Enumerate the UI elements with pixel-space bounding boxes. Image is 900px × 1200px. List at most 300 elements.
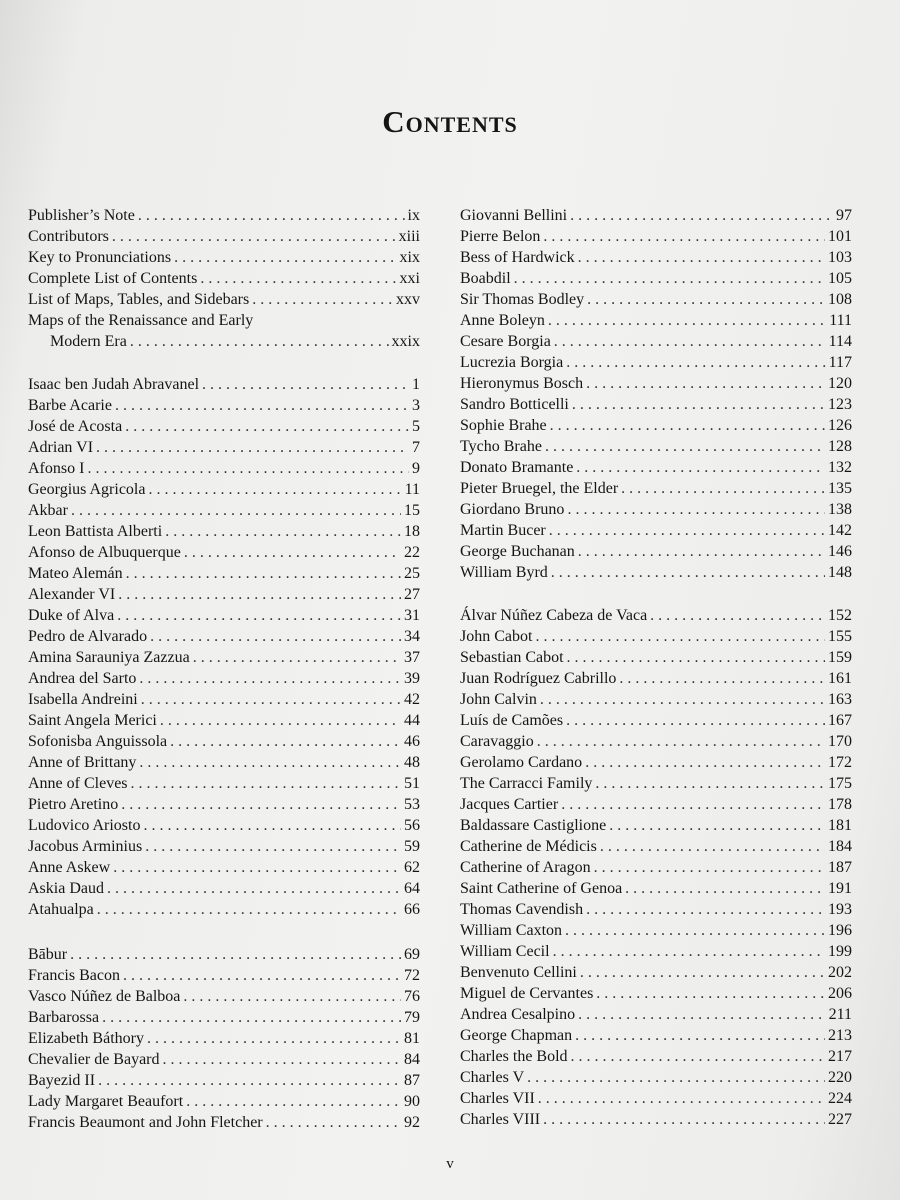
entry-page-number: 213 xyxy=(828,1027,852,1044)
toc-entry[interactable] xyxy=(28,1007,420,1028)
entry-page-number: 9 xyxy=(412,460,420,477)
entry-name: Isaac ben Judah Abravanel xyxy=(28,376,200,393)
entry-page-number: 128 xyxy=(828,438,852,455)
dot-leader xyxy=(131,773,401,794)
entry-name: Afonso I xyxy=(28,460,85,477)
entry-page-number: 62 xyxy=(404,859,420,876)
toc-entry[interactable] xyxy=(28,289,420,310)
entry-page-number: 202 xyxy=(828,964,852,981)
entry-page-number: 178 xyxy=(828,796,852,813)
entry-name: Sandro Botticelli xyxy=(460,396,569,413)
entry-name: Alexander VI xyxy=(28,586,116,603)
toc-entry[interactable] xyxy=(460,794,852,815)
toc-entry[interactable] xyxy=(28,542,420,563)
page-folio: v xyxy=(446,1156,454,1172)
toc-entry[interactable] xyxy=(460,626,852,647)
toc-entry-maps-line1[interactable] xyxy=(28,310,420,331)
entry-page-number: 211 xyxy=(828,1006,852,1023)
toc-entry[interactable] xyxy=(460,331,852,352)
entry-name: Duke of Alva xyxy=(28,607,115,624)
entry-name: Anne Askew xyxy=(28,859,111,876)
entry-name: Key to Pronunciations xyxy=(28,249,172,266)
entry-name: Bess of Hardwick xyxy=(460,249,575,266)
entry-name: Juan Rodríguez Cabrillo xyxy=(460,670,617,687)
toc-entry[interactable] xyxy=(460,899,852,920)
dot-leader xyxy=(550,415,825,436)
entry-page-number: 120 xyxy=(828,375,852,392)
toc-entry[interactable] xyxy=(28,626,420,647)
entry-name: Saint Angela Merici xyxy=(28,712,157,729)
toc-entry[interactable] xyxy=(28,878,420,899)
entry-name: Anne of Brittany xyxy=(28,754,137,771)
entry-page-number: 148 xyxy=(828,564,852,581)
entry-page-number: 27 xyxy=(404,586,420,603)
toc-entry[interactable] xyxy=(28,437,420,458)
toc-entry[interactable] xyxy=(460,1088,852,1109)
entry-page-number: 31 xyxy=(404,607,420,624)
toc-entry[interactable] xyxy=(460,1025,852,1046)
toc-entry[interactable] xyxy=(28,416,420,437)
entry-name: Atahualpa xyxy=(28,901,94,918)
toc-entry[interactable] xyxy=(460,1046,852,1067)
entry-page-number: 97 xyxy=(836,207,852,224)
entry-name: José de Acosta xyxy=(28,418,123,435)
entry-name: Pierre Belon xyxy=(460,228,541,245)
entry-name: Sebastian Cabot xyxy=(460,649,564,666)
entry-name: Thomas Cavendish xyxy=(460,901,584,918)
dot-leader xyxy=(586,373,825,394)
toc-entry[interactable] xyxy=(460,394,852,415)
entry-page-number: 163 xyxy=(828,691,852,708)
entry-name: Amina Sarauniya Zazzua xyxy=(28,649,190,666)
toc-entry[interactable] xyxy=(460,268,852,289)
dot-leader xyxy=(143,815,401,836)
dot-leader xyxy=(112,226,396,247)
toc-entry[interactable] xyxy=(28,226,420,247)
toc-entry[interactable] xyxy=(460,1004,852,1025)
toc-entry[interactable] xyxy=(460,878,852,899)
toc-entry[interactable] xyxy=(460,752,852,773)
toc-entry[interactable] xyxy=(460,836,852,857)
toc-entry[interactable] xyxy=(460,541,852,562)
dot-leader xyxy=(543,1109,825,1130)
entry-page-number: 123 xyxy=(828,396,852,413)
entry-page-number: 111 xyxy=(829,312,852,329)
toc-entry[interactable] xyxy=(28,500,420,521)
dot-leader xyxy=(538,1088,825,1109)
entry-page-number: 51 xyxy=(404,775,420,792)
toc-entry[interactable] xyxy=(460,436,852,457)
dot-leader xyxy=(567,499,825,520)
dot-leader xyxy=(145,836,401,857)
entry-name: Saint Catherine of Genoa xyxy=(460,880,623,897)
toc-entry[interactable] xyxy=(460,310,852,331)
dot-leader xyxy=(514,268,825,289)
dot-leader xyxy=(567,647,825,668)
entries-a-list xyxy=(28,374,420,920)
dot-leader xyxy=(123,965,401,986)
entry-page-number: 217 xyxy=(828,1048,852,1065)
entry-name: Sophie Brahe xyxy=(460,417,547,434)
dot-leader xyxy=(543,226,825,247)
entry-page-number: 172 xyxy=(828,754,852,771)
entry-name: Vasco Núñez de Balboa xyxy=(28,988,181,1005)
entry-name: Luís de Camões xyxy=(460,712,564,729)
entry-name: George Buchanan xyxy=(460,543,575,560)
dot-leader xyxy=(71,500,401,521)
toc-entry[interactable] xyxy=(460,647,852,668)
entry-page-number: 227 xyxy=(828,1111,852,1128)
dot-leader xyxy=(117,605,401,626)
dot-leader xyxy=(619,668,825,689)
entry-page-number: 161 xyxy=(828,670,852,687)
toc-entry[interactable] xyxy=(28,605,420,626)
entry-name: John Calvin xyxy=(460,691,537,708)
entry-page-number: 184 xyxy=(828,838,852,855)
toc-entry[interactable] xyxy=(460,920,852,941)
dot-leader xyxy=(527,1067,825,1088)
entry-name: Lady Margaret Beaufort xyxy=(28,1093,184,1110)
page-title: Contents xyxy=(382,104,518,139)
toc-entry-maps-line2[interactable] xyxy=(28,331,420,352)
toc-entry[interactable] xyxy=(460,773,852,794)
entry-name: William Cecil xyxy=(460,943,550,960)
toc-entry[interactable] xyxy=(460,499,852,520)
entry-page-number: xxix xyxy=(391,333,420,350)
entry-page-number: 79 xyxy=(404,1009,420,1026)
dot-leader xyxy=(595,773,825,794)
entry-page-number: 135 xyxy=(828,480,852,497)
entry-page-number: 64 xyxy=(404,880,420,897)
toc-entry[interactable] xyxy=(460,457,852,478)
entry-page-number: 175 xyxy=(828,775,852,792)
entry-page-number: 152 xyxy=(828,607,852,624)
toc-entry[interactable] xyxy=(28,395,420,416)
toc-entry[interactable] xyxy=(28,268,420,289)
entry-name: Giordano Bruno xyxy=(460,501,565,518)
toc-entry[interactable] xyxy=(28,689,420,710)
entry-name: Benvenuto Cellini xyxy=(460,964,577,981)
entry-name: List of Maps, Tables, and Sidebars xyxy=(28,291,250,308)
toc-entry[interactable] xyxy=(460,520,852,541)
dot-leader xyxy=(113,857,401,878)
toc-entry[interactable] xyxy=(28,563,420,584)
entry-name: Francis Bacon xyxy=(28,967,120,984)
toc-entry[interactable] xyxy=(460,478,852,499)
toc-entry[interactable] xyxy=(460,710,852,731)
toc-entry[interactable] xyxy=(28,584,420,605)
toc-entry[interactable] xyxy=(460,731,852,752)
entry-page-number: 15 xyxy=(404,502,420,519)
entry-name: Lucrezia Borgia xyxy=(460,354,564,371)
entry-page-number: 181 xyxy=(828,817,852,834)
toc-entry[interactable] xyxy=(28,647,420,668)
entry-page-number: 25 xyxy=(404,565,420,582)
entry-page-number: 18 xyxy=(404,523,420,540)
toc-entry[interactable] xyxy=(28,965,420,986)
entry-page-number: 44 xyxy=(404,712,420,729)
dot-leader xyxy=(102,1007,401,1028)
toc-entry[interactable] xyxy=(28,1049,420,1070)
entry-name: Elizabeth Báthory xyxy=(28,1030,144,1047)
dot-leader xyxy=(130,331,389,352)
entry-name: Barbe Acarie xyxy=(28,397,112,414)
entry-name: Jacques Cartier xyxy=(460,796,559,813)
toc-entry[interactable] xyxy=(460,605,852,626)
dot-leader xyxy=(566,710,825,731)
dot-leader xyxy=(97,899,401,920)
toc-entry[interactable] xyxy=(460,247,852,268)
entry-page-number: 72 xyxy=(404,967,420,984)
entry-name: Gerolamo Cardano xyxy=(460,754,583,771)
entry-page-number: 105 xyxy=(828,270,852,287)
entry-page-number: 48 xyxy=(404,754,420,771)
dot-leader xyxy=(587,289,825,310)
toc-entry[interactable] xyxy=(28,374,420,395)
toc-entry[interactable] xyxy=(28,668,420,689)
dot-leader xyxy=(586,899,825,920)
dot-leader xyxy=(621,478,825,499)
dot-leader xyxy=(594,857,825,878)
entry-name: John Cabot xyxy=(460,628,533,645)
entry-page-number: 132 xyxy=(828,459,852,476)
entry-page-number: xix xyxy=(399,249,420,266)
dot-leader xyxy=(578,247,825,268)
toc-entry[interactable] xyxy=(28,458,420,479)
entry-page-number: 138 xyxy=(828,501,852,518)
entry-page-number: 81 xyxy=(404,1030,420,1047)
toc-entry[interactable] xyxy=(460,689,852,710)
entry-name: Bābur xyxy=(28,946,68,963)
toc-entry[interactable] xyxy=(28,247,420,268)
dot-leader xyxy=(537,731,825,752)
dot-leader xyxy=(160,710,401,731)
dot-leader xyxy=(183,986,401,1007)
toc-entry[interactable] xyxy=(28,1028,420,1049)
dot-leader xyxy=(139,752,401,773)
entry-name: Sir Thomas Bodley xyxy=(460,291,585,308)
entries-b-cont-list xyxy=(460,205,852,583)
entry-name: Isabella Andreini xyxy=(28,691,138,708)
entry-page-number: 5 xyxy=(412,418,420,435)
dot-leader xyxy=(578,1004,826,1025)
toc-entry[interactable] xyxy=(28,794,420,815)
entry-page-number: 7 xyxy=(412,439,420,456)
entry-name: Askia Daud xyxy=(28,880,104,897)
dot-leader xyxy=(174,247,396,268)
entry-name: Contributors xyxy=(28,228,109,245)
toc-entry[interactable] xyxy=(28,731,420,752)
dot-leader xyxy=(193,647,401,668)
entry-name: Barbarossa xyxy=(28,1009,100,1026)
dot-leader xyxy=(138,205,405,226)
entry-page-number: 56 xyxy=(404,817,420,834)
entry-name: Mateo Alemán xyxy=(28,565,123,582)
toc-entry[interactable] xyxy=(28,986,420,1007)
section-gap xyxy=(28,352,420,374)
entry-name: Leon Battista Alberti xyxy=(28,523,163,540)
entry-name: Pieter Bruegel, the Elder xyxy=(460,480,619,497)
entry-page-number: 34 xyxy=(404,628,420,645)
dot-leader xyxy=(549,520,825,541)
toc-entry[interactable] xyxy=(460,857,852,878)
dot-leader xyxy=(139,668,401,689)
toc-entry[interactable] xyxy=(28,710,420,731)
entry-name: Baldassare Castiglione xyxy=(460,817,607,834)
entry-page-number: 87 xyxy=(404,1072,420,1089)
dot-leader xyxy=(548,310,826,331)
entry-name: Pedro de Alvarado xyxy=(28,628,148,645)
entry-page-number: 224 xyxy=(828,1090,852,1107)
toc-entry[interactable] xyxy=(460,226,852,247)
dot-leader xyxy=(545,436,825,457)
entries-b-list xyxy=(28,944,420,1133)
dot-leader xyxy=(609,815,825,836)
dot-leader xyxy=(96,437,409,458)
entry-name: Modern Era xyxy=(50,333,127,350)
toc-entry[interactable] xyxy=(28,1091,420,1112)
entry-page-number: xiii xyxy=(398,228,420,245)
section-gap xyxy=(28,920,420,944)
toc-entry[interactable] xyxy=(28,836,420,857)
toc-entry[interactable] xyxy=(28,752,420,773)
entry-name: Catherine of Aragon xyxy=(460,859,591,876)
entry-name: Tycho Brahe xyxy=(460,438,542,455)
entry-page-number: 126 xyxy=(828,417,852,434)
entry-page-number: 66 xyxy=(404,901,420,918)
entry-name: The Carracci Family xyxy=(460,775,593,792)
entry-page-number: 146 xyxy=(828,543,852,560)
toc-entry[interactable] xyxy=(460,352,852,373)
entry-page-number: 114 xyxy=(828,333,852,350)
dot-leader xyxy=(596,983,825,1004)
entry-page-number: 101 xyxy=(828,228,852,245)
dot-leader xyxy=(98,1070,401,1091)
entry-page-number: xxi xyxy=(399,270,420,287)
entry-name: George Chapman xyxy=(460,1027,573,1044)
toc-entry[interactable] xyxy=(28,899,420,920)
toc-entry[interactable] xyxy=(28,773,420,794)
contents-column-right xyxy=(460,205,852,1130)
entry-page-number: 187 xyxy=(828,859,852,876)
toc-entry[interactable] xyxy=(460,415,852,436)
entry-name: Sofonisba Anguissola xyxy=(28,733,168,750)
toc-entry[interactable] xyxy=(28,479,420,500)
dot-leader xyxy=(202,374,409,395)
entry-name: Álvar Núñez Cabeza de Vaca xyxy=(460,607,648,624)
entry-page-number: 84 xyxy=(404,1051,420,1068)
entry-name: Chevalier de Bayard xyxy=(28,1051,160,1068)
entry-page-number: 46 xyxy=(404,733,420,750)
toc-entry[interactable] xyxy=(460,562,852,583)
dot-leader xyxy=(570,205,833,226)
dot-leader xyxy=(121,794,401,815)
entry-page-number: 155 xyxy=(828,628,852,645)
entry-page-number: 37 xyxy=(404,649,420,666)
dot-leader xyxy=(252,289,393,310)
toc-entry[interactable] xyxy=(28,944,420,965)
toc-entry[interactable] xyxy=(28,815,420,836)
entry-page-number: 108 xyxy=(828,291,852,308)
entry-page-number: 142 xyxy=(828,522,852,539)
dot-leader xyxy=(650,605,825,626)
entry-page-number: 92 xyxy=(404,1114,420,1131)
entry-name: Charles VII xyxy=(460,1090,535,1107)
entry-name: Adrian VI xyxy=(28,439,94,456)
toc-entry[interactable] xyxy=(460,983,852,1004)
dot-leader xyxy=(565,920,825,941)
entry-page-number: 167 xyxy=(828,712,852,729)
entry-name: Hieronymus Bosch xyxy=(460,375,584,392)
toc-entry[interactable] xyxy=(28,205,420,226)
entry-name: Maps of the Renaissance and Early xyxy=(28,312,254,329)
entry-name: William Byrd xyxy=(460,564,548,581)
toc-entry[interactable] xyxy=(460,962,852,983)
dot-leader xyxy=(87,458,409,479)
entry-page-number: 39 xyxy=(404,670,420,687)
toc-entry[interactable] xyxy=(460,1067,852,1088)
entry-name: Jacobus Arminius xyxy=(28,838,143,855)
entry-page-number: 103 xyxy=(828,249,852,266)
section-gap xyxy=(460,583,852,605)
entry-page-number: xxv xyxy=(396,291,420,308)
entry-page-number: 206 xyxy=(828,985,852,1002)
toc-entry[interactable] xyxy=(28,1070,420,1091)
toc-entry[interactable] xyxy=(28,1112,420,1133)
dot-leader xyxy=(150,626,401,647)
dot-leader xyxy=(576,457,825,478)
entry-page-number: 199 xyxy=(828,943,852,960)
toc-entry[interactable] xyxy=(28,857,420,878)
dot-leader xyxy=(575,1025,825,1046)
entry-page-number: 117 xyxy=(828,354,852,371)
dot-leader xyxy=(200,268,396,289)
toc-entry[interactable] xyxy=(28,521,420,542)
toc-entry[interactable] xyxy=(460,668,852,689)
entry-name: Anne of Cleves xyxy=(28,775,128,792)
dot-leader xyxy=(163,1049,402,1070)
toc-entry[interactable] xyxy=(460,815,852,836)
entry-name: Complete List of Contents xyxy=(28,270,198,287)
entry-page-number: 220 xyxy=(828,1069,852,1086)
dot-leader xyxy=(561,794,825,815)
entry-name: Giovanni Bellini xyxy=(460,207,568,224)
dot-leader xyxy=(540,689,825,710)
entry-page-number: 76 xyxy=(404,988,420,1005)
dot-leader xyxy=(141,689,401,710)
entry-name: Ludovico Ariosto xyxy=(28,817,141,834)
dot-leader xyxy=(70,944,401,965)
toc-entry[interactable] xyxy=(460,1109,852,1130)
entry-page-number: 191 xyxy=(828,880,852,897)
toc-entry[interactable] xyxy=(460,205,852,226)
toc-entry[interactable] xyxy=(460,941,852,962)
dot-leader xyxy=(578,541,825,562)
dot-leader xyxy=(125,416,409,437)
entry-name: Andrea Cesalpino xyxy=(460,1006,576,1023)
dot-leader xyxy=(625,878,825,899)
toc-entry[interactable] xyxy=(460,373,852,394)
entry-name: Miguel de Cervantes xyxy=(460,985,594,1002)
toc-entry[interactable] xyxy=(460,289,852,310)
entry-name: Anne Boleyn xyxy=(460,312,545,329)
dot-leader xyxy=(184,542,401,563)
dot-leader xyxy=(580,962,825,983)
dot-leader xyxy=(266,1112,401,1133)
front-matter-list xyxy=(28,205,420,310)
entry-name: William Caxton xyxy=(460,922,563,939)
entry-name: Cesare Borgia xyxy=(460,333,551,350)
